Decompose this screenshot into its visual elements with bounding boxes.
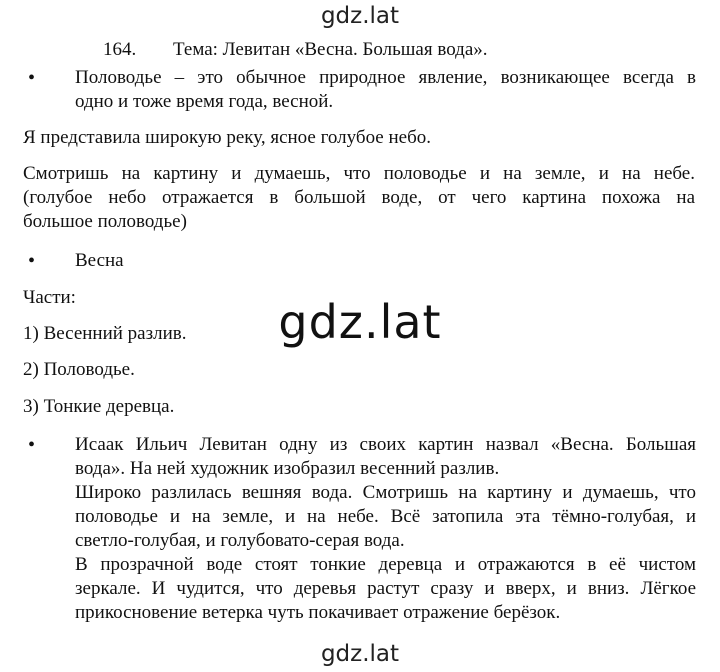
paragraph-looking [23, 162, 695, 234]
task-title: Тема: Левитан «Весна. Большая вода». [173, 39, 488, 60]
bullet-item-spring [28, 249, 696, 273]
text-line: половодье и на земле, и на небе. Всё затопила эта тёмно-голубая, и [75, 506, 696, 527]
task-heading [103, 38, 663, 62]
watermark-bottom: gdz.lat [320, 641, 400, 667]
parts-item-3: 3) Тонкие деревца. [23, 396, 175, 417]
bullet-icon: • [28, 67, 36, 89]
text-line: Исаак Ильич Левитан одну из своих картин назвал «Весна. Большая [75, 434, 696, 455]
bullet-item-essay [28, 433, 696, 625]
text-line: одно и тоже время года, весной. [75, 91, 334, 112]
text-line: светло-голубая, и голубовато-серая вода. [75, 530, 405, 551]
watermark-middle: gdz.lat [278, 295, 442, 349]
task-number: 164. [103, 39, 137, 60]
text-line: Весна [75, 250, 124, 271]
text-line: В прозрачной воде стоят тонкие деревца и отражаются в её чистом [75, 554, 696, 575]
text-line: зеркале. И чудится, что деревья растут сразу и вверх, и вниз. Лёгкое [75, 578, 696, 599]
bullet-icon: • [28, 250, 36, 272]
bullet-icon: • [28, 434, 36, 456]
bullet-item-flood [28, 66, 696, 114]
text-line: (голубое небо отражается в большой воде, от чего картина похожа на [23, 187, 695, 208]
text-line: Половодье – это обычное природное явление, возникающее всегда в [75, 67, 696, 88]
parts-label: Части: [23, 287, 76, 308]
text-line: прикосновение ветерка чуть покачивает отражение берёзок. [75, 602, 561, 623]
text-line: Широко разлилась вешняя вода. Смотришь на картину и думаешь, что [75, 482, 696, 503]
text-line: большое половодье) [23, 211, 187, 232]
paragraph-imagined: Я представила широкую реку, ясное голубое небо. [23, 127, 431, 148]
watermark-top: gdz.lat [320, 3, 400, 29]
text-line: вода». На ней художник изобразил весенний разлив. [75, 458, 500, 479]
parts-item-1: 1) Весенний разлив. [23, 323, 187, 344]
parts-item-2: 2) Половодье. [23, 359, 135, 380]
text-line: Смотришь на картину и думаешь, что половодье и на земле, и на небе. [23, 163, 695, 184]
